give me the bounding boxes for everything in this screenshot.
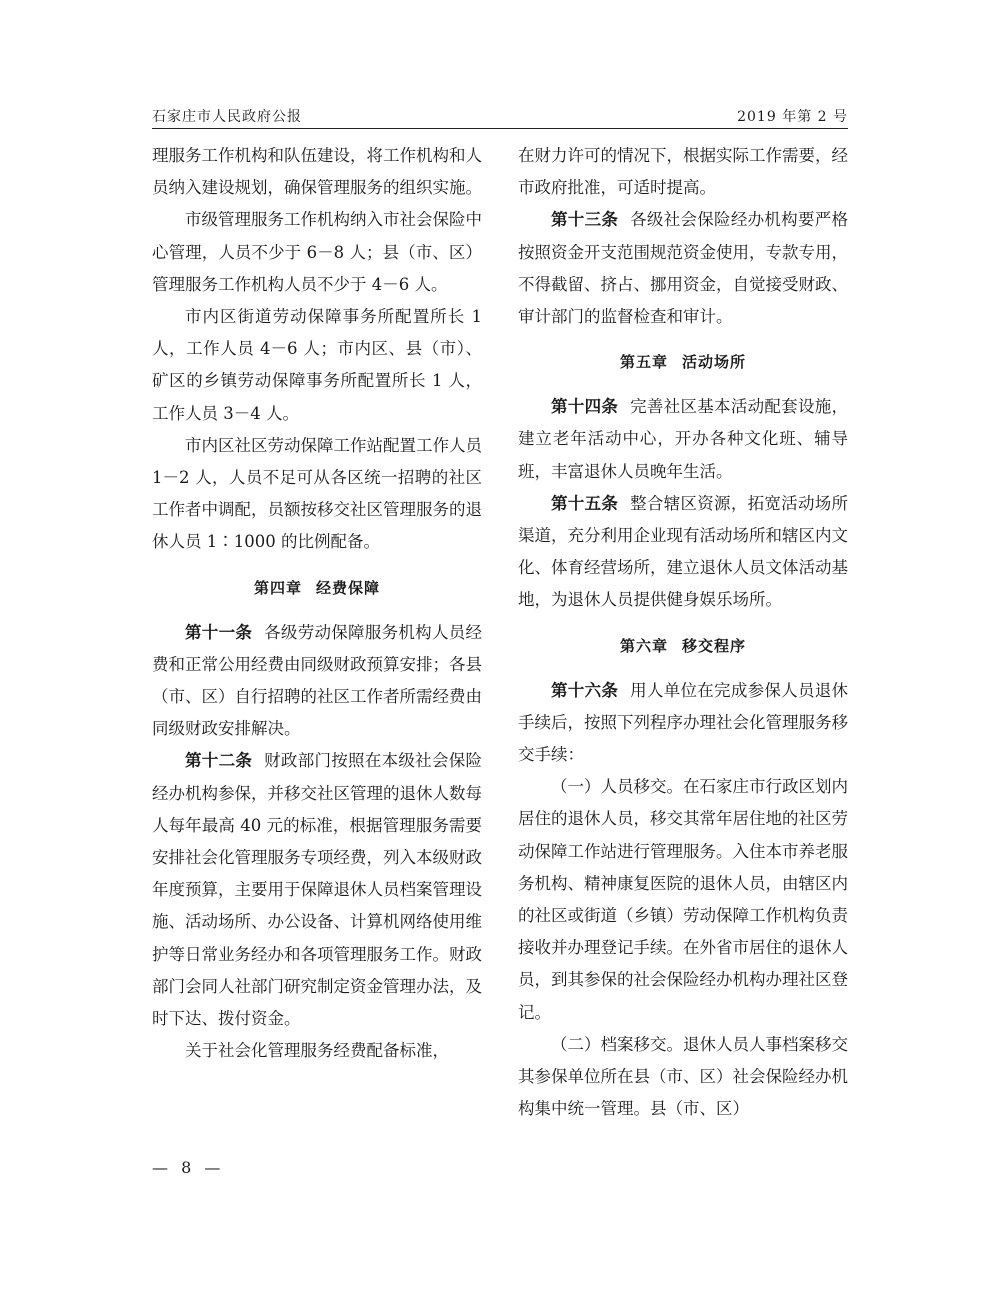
paragraph: 市级管理服务工作机构纳入市社会保险中心管理，人员不少于 6－8 人；县（市、区）管理服务工作机构人员不少于 4－6 人。 bbox=[152, 210, 482, 294]
page-number: — 8 — bbox=[152, 1158, 225, 1177]
article-label: 第十一条 bbox=[185, 622, 253, 642]
publication-title: 石家庄市人民政府公报 bbox=[152, 109, 302, 125]
article-12 bbox=[152, 745, 482, 1035]
paragraph: 市内区街道劳动保障事务所配置所长 1 人，工作人员 4－6 人；市内区、县（市）、矿区的乡镇劳动保障事务所配置所长 1 人，工作人员 3－4 人。 bbox=[152, 307, 482, 423]
article-text: 用人单位在完成参保人员退休手续后，按照下列程序办理社会化管理服务移交手续： bbox=[518, 680, 848, 765]
right-column bbox=[518, 140, 848, 1125]
chapter-heading bbox=[152, 578, 482, 598]
chapter-number: 第四章 bbox=[253, 578, 302, 597]
chapter-title: 经费保障 bbox=[316, 578, 381, 597]
article-text: 各级劳动保障服务机构人员经费和正常公用经费由同级财政预算安排；各县（市、区）自行招聘的社区工作者所需经费由同级财政安排解决。 bbox=[152, 622, 482, 739]
article-14 bbox=[518, 391, 848, 488]
article-label: 第十四条 bbox=[551, 397, 619, 417]
chapter-heading bbox=[518, 636, 848, 656]
chapter-heading bbox=[518, 352, 848, 372]
article-text: 整合辖区资源，拓宽活动场所渠道，充分利用企业现有活动场所和辖区内文化、体育经营场所，建立退休人员文体活动基地，为退休人员提供健身娱乐场所。 bbox=[518, 493, 848, 610]
article-15 bbox=[518, 488, 848, 617]
page-header bbox=[152, 104, 848, 129]
article-text: 完善社区基本活动配套设施，建立老年活动中心，开办各种文化班、辅导班，丰富退休人员晚年生活。 bbox=[518, 397, 848, 481]
chapter-title: 活动场所 bbox=[682, 353, 747, 372]
article-11 bbox=[152, 617, 482, 746]
list-item: （二）档案移交。退休人员人事档案移交其参保单位所在县（市、区）社会保险经办机构集中统一管理。县（市、区） bbox=[518, 1034, 848, 1119]
article-label: 第十二条 bbox=[185, 751, 253, 771]
paragraph: 关于社会化管理服务经费配备标准， bbox=[185, 1041, 449, 1061]
article-13 bbox=[518, 204, 848, 333]
list-item: （一）人员移交。在石家庄市行政区划内居住的退休人员，移交其常年居住地的社区劳动保障工作站进行管理服务。入住本市养老服务机构、精神康复医院的退休人员，由辖区内的社区或街道（乡镇）劳动保障工作机构负责接收并办理登记手续。在外省市居住的退休人员，到其参保的社会保险经办机构办理社区登记。 bbox=[518, 777, 848, 1022]
paragraph: 在财力许可的情况下，根据实际工作需要，经市政府批准，可适时提高。 bbox=[518, 146, 848, 198]
article-16 bbox=[518, 675, 848, 772]
chapter-title: 移交程序 bbox=[682, 636, 747, 655]
paragraph: 市内区社区劳动保障工作站配置工作人员 1－2 人，人员不足可从各区统一招聘的社区工作者中调配，员额按移交社区管理服务的退休人员 1∶1000 的比例配备。 bbox=[152, 435, 482, 552]
paragraph: 理服务工作机构和队伍建设，将工作机构和人员纳入建设规划，确保管理服务的组织实施。 bbox=[152, 146, 482, 198]
article-label: 第十三条 bbox=[551, 210, 619, 230]
issue-number: 2019 年第 2 号 bbox=[737, 109, 848, 125]
chapter-number: 第六章 bbox=[619, 636, 668, 655]
chapter-number: 第五章 bbox=[619, 353, 668, 372]
article-text: 各级社会保险经办机构要严格按照资金开支范围规范资金使用，专款专用，不得截留、挤占、挪用资金，自觉接受财政、审计部门的监督检查和审计。 bbox=[518, 210, 848, 327]
article-label: 第十五条 bbox=[551, 493, 619, 513]
article-label: 第十六条 bbox=[551, 680, 619, 700]
article-text: 财政部门按照在本级社会保险经办机构参保，并移交社区管理的退休人数每人每年最高 40 元的标准，根据管理服务需要安排社会化管理服务专项经费，列入本级财政年度预算，主要用于保障退休人员档案管理设施、活动场所、办公设备、计算机网络使用维护等日常业务经办和各项管理服务工作。财政部门会同人社部门研究制定资金管理办法，及时下达、拨付资金。 bbox=[152, 751, 482, 1029]
left-column bbox=[152, 140, 482, 1067]
